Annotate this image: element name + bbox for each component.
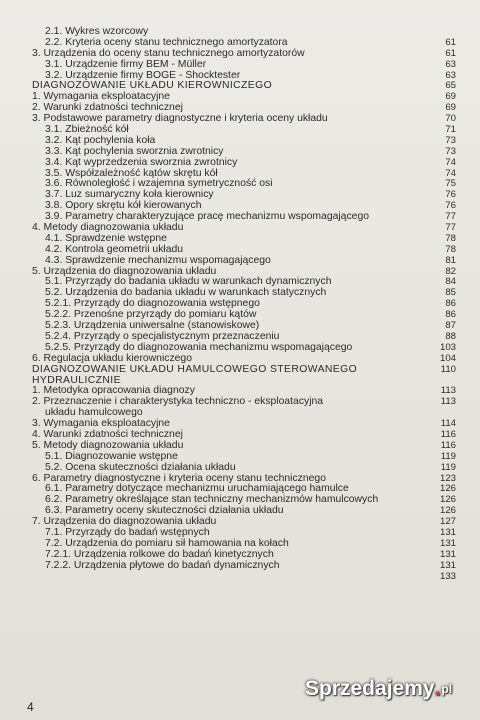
toc-entry-page: 78 (445, 232, 456, 244)
toc-entry-page: 110 (440, 363, 456, 375)
toc-entry-title: 7.2.2. Urządzenia płytowe do badań dynamicznych (45, 559, 280, 571)
watermark-text: Sprzedajemy (305, 677, 435, 700)
toc-entry-title: 3.7. Luz sumaryczny koła kierownicy (45, 189, 214, 201)
toc-entry-title: układu hamulcowego (45, 407, 143, 419)
toc-entry-title: 3.4. Kąt wyprzedzenia sworznia zwrotnicy (45, 156, 238, 168)
toc-entry-page: 73 (445, 145, 456, 157)
toc-entry-title: 6. Regulacja układu kierowniczego (32, 352, 192, 364)
toc-entry-title: 3.1. Urządzenie firmy BEM - Müller (45, 58, 207, 70)
toc-entry-page: 119 (440, 450, 456, 462)
toc-entry (32, 463, 456, 474)
toc-entry-page: 74 (445, 167, 456, 179)
toc-entry-page: 131 (439, 559, 456, 571)
toc-entry-title: 6. Parametry diagnostyczne i kryteria oceny stanu technicznego (32, 472, 326, 484)
toc-entry-title: 6.1. Parametry dotyczące mechanizmu uruchamiającego hamulce (45, 483, 349, 495)
toc-entry-page: 63 (445, 69, 456, 81)
toc-entry-page: 133 (439, 570, 456, 582)
toc-entry (32, 452, 456, 463)
toc-entry-title: 5.2. Urządzenia do badania układu w warunkach statycznych (45, 287, 327, 299)
table-of-contents (32, 27, 456, 582)
toc-entry-title: 3.2. Urządzenie firmy BOGE - Shocktester (45, 69, 241, 81)
toc-entry-page: 126 (439, 483, 456, 495)
toc-entry-page: 69 (445, 102, 456, 114)
toc-entry-page: 61 (445, 47, 456, 59)
toc-entry-page: 131 (439, 548, 456, 560)
toc-entry-title: 1. Wymagania eksploatacyjne (32, 91, 170, 103)
toc-entry-page: 116 (440, 428, 456, 440)
toc-entry-page: 65 (445, 80, 456, 92)
toc-entry (32, 572, 456, 583)
watermark-logo (305, 672, 475, 706)
toc-entry-page: 76 (445, 200, 456, 212)
toc-entry-title: 2. Warunki zdatności technicznej (32, 102, 183, 114)
toc-entry-page: 71 (445, 124, 456, 136)
toc-entry-title: 6.3. Parametry oceny skuteczności działania układu (45, 505, 284, 517)
toc-entry-title: 4.2. Kontrola geometrii układu (45, 243, 184, 255)
toc-entry-page: 86 (445, 298, 456, 310)
toc-entry-title: HYDRAULICZNIE (32, 374, 121, 386)
toc-entry-title: 6.2. Parametry określające stan techniczny mechanizmów hamulcowych (45, 494, 379, 506)
toc-entry-page: 84 (445, 276, 456, 288)
toc-entry-title: 4.1. Sprawdzenie wstępne (45, 232, 167, 244)
toc-entry (32, 550, 456, 561)
toc-entry-page: 73 (445, 134, 456, 146)
toc-entry-title: DIAGNOZOWANIE UKŁADU KIEROWNICZEGO (32, 80, 273, 92)
toc-entry-page: 74 (445, 156, 456, 168)
toc-entry-page: 104 (439, 352, 456, 364)
toc-entry-title: 3.9. Parametry charakteryzujące pracę mechanizmu wspomagającego (45, 211, 369, 223)
toc-entry-page: 87 (445, 320, 456, 332)
toc-entry-page: 86 (445, 309, 456, 321)
toc-entry-page: 123 (439, 472, 456, 484)
toc-entry-page: 126 (439, 494, 456, 506)
toc-entry-page: 131 (439, 537, 456, 549)
toc-entry-page: 88 (445, 330, 456, 342)
toc-entry (32, 256, 456, 267)
toc-entry-title: 5.2.5. Przyrządy do diagnozowania mechanizmu wspomagającego (45, 341, 353, 353)
toc-entry-page: 81 (445, 254, 456, 266)
toc-entry-title: DIAGNOZOWANIE UKŁADU HAMULCOWEGO STEROWANEGO (32, 363, 358, 375)
toc-entry-page: 70 (445, 113, 456, 125)
toc-entry-title: 4.3. Sprawdzenie mechanizmu wspomagającego (45, 254, 271, 266)
toc-entry-title: 3. Podstawowe parametry diagnostyczne i kryteria oceny układu (32, 113, 328, 125)
toc-entry-title: 3.2. Kąt pochylenia koła (45, 134, 156, 146)
toc-entry (32, 354, 456, 365)
toc-entry-page: 69 (445, 91, 456, 103)
toc-entry-title: 3.1. Zbieżność kół (45, 124, 129, 136)
toc-entry-page: 126 (439, 505, 456, 517)
toc-entry-page: 85 (445, 287, 456, 299)
toc-entry-page: 75 (445, 178, 456, 190)
toc-entry-page: 116 (440, 439, 456, 451)
toc-entry-title: 3.8. Opory skrętu kół kierowanych (45, 200, 202, 212)
toc-entry-title: 5.2.1. Przyrządy do diagnozowania wstępnego (45, 298, 260, 310)
toc-entry-page: 119 (440, 461, 456, 473)
toc-entry-title: 4. Metody diagnozowania układu (32, 222, 184, 234)
toc-entry-title: 5.1. Diagnozowanie wstępne (45, 450, 178, 462)
toc-entry-page: 131 (439, 526, 456, 538)
toc-entry-title: 1. Metodyka opracowania diagnozy (32, 385, 195, 397)
toc-entry-title: 5.2. Ocena skuteczności działania układu (45, 461, 236, 473)
toc-entry-page: 113 (440, 396, 456, 408)
toc-entry-title: 5.1. Przyrządy do badania układu w warunkach dynamicznych (45, 276, 332, 288)
toc-entry-title: 5. Metody diagnozowania układu (32, 439, 184, 451)
toc-entry-title: 3.6. Równoległość i wzajemna symetryczność osi (45, 178, 273, 190)
toc-entry-title: 4. Warunki zdatności technicznej (32, 428, 183, 440)
toc-entry-page: 113 (440, 385, 456, 397)
toc-entry-title: 3. Urządzenia do oceny stanu technicznego amortyzatorów (32, 47, 305, 59)
toc-entry-title: 2. Przeznaczenie i charakterystyka techniczno - eksploatacyjna (32, 396, 324, 408)
watermark-domain: pl (441, 682, 453, 696)
toc-entry-page: 114 (440, 418, 456, 430)
toc-entry-title: 7.2. Urządzenia do pomiaru sił hamowania na kołach (45, 537, 289, 549)
toc-entry-page: 82 (445, 265, 456, 277)
toc-entry-title: 3.5. Współzależność kątów skrętu kół (45, 167, 218, 179)
toc-entry-title: 5. Urządzenia do diagnozowania układu (32, 265, 217, 277)
toc-entry-title: 2.2. Kryteria oceny stanu technicznego amortyzatora (45, 36, 288, 48)
toc-entry-title: 5.2.2. Przenośne przyrządy do pomiaru kątów (45, 309, 257, 321)
toc-entry-title: 7. Urządzenia do diagnozowania układu (32, 516, 217, 528)
toc-entry-page: 76 (445, 189, 456, 201)
toc-entry-title: 7.2.1. Urządzenia rolkowe do badań kinetycznych (45, 548, 274, 560)
page-number: 4 (27, 700, 34, 714)
toc-entry-title: 3. Wymagania eksploatacyjne (32, 418, 170, 430)
toc-entry-page: 78 (445, 243, 456, 255)
toc-entry (32, 561, 456, 572)
toc-entry-title: 3.3. Kąt pochylenia sworznia zwrotnicy (45, 145, 224, 157)
toc-entry (32, 158, 456, 169)
toc-entry (32, 60, 456, 71)
toc-entry-page: 77 (445, 211, 456, 223)
toc-entry-page: 77 (445, 222, 456, 234)
toc-section-heading (32, 365, 456, 376)
toc-entry-title: 5.2.4. Przyrządy o specjalistycznym przeznaczeniu (45, 330, 280, 342)
toc-entry-title: 2.1. Wykres wzorcowy (45, 26, 149, 37)
toc-entry-title: 7.1. Przyrządy do badań wstępnych (45, 526, 210, 538)
toc-entry-page: 127 (439, 516, 456, 528)
toc-entry-page: 63 (445, 58, 456, 70)
toc-entry-page: 103 (439, 341, 456, 353)
toc-entry-title: 5.2.3. Urządzenia uniwersalne (stanowiskowe) (45, 320, 260, 332)
toc-entry-page: 61 (445, 36, 456, 48)
watermark-dot: . (434, 677, 441, 700)
